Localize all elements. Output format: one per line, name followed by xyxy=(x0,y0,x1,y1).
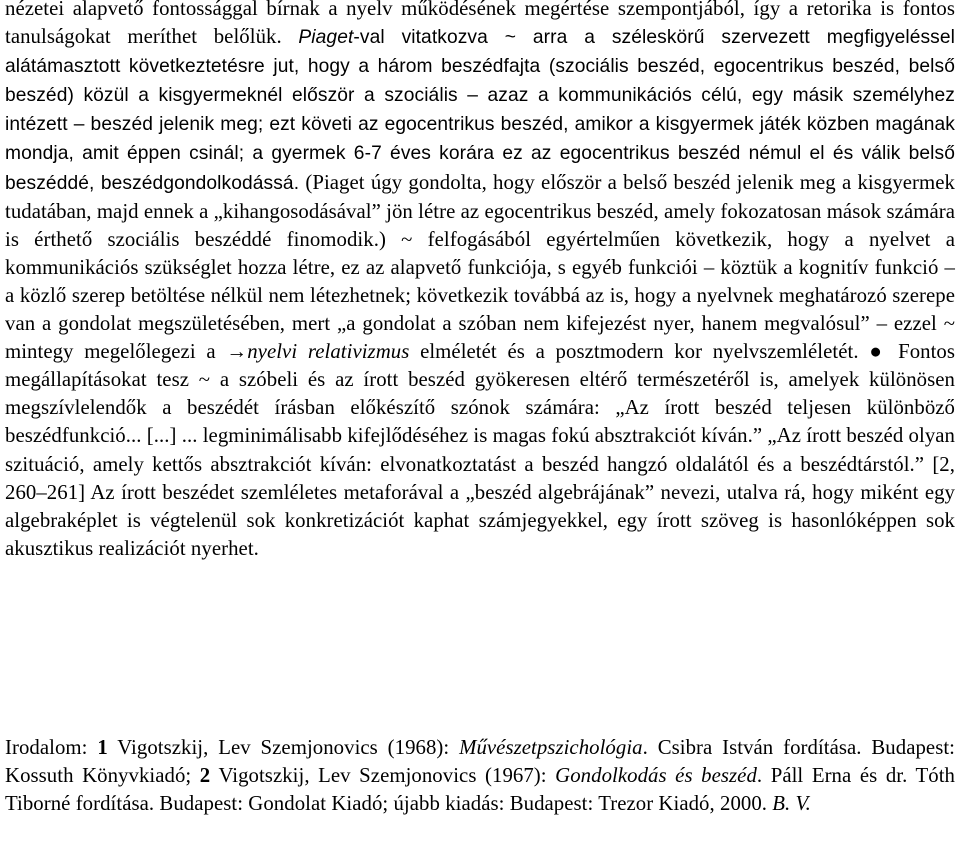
reference-2-rest: . Páll Erna és dr. Tóth Tiborné fordítása. Budapest: Gondolat Kiadó; újabb kiadás: Budapest: Trezor Kiadó, 2000. xyxy=(5,764,955,816)
reference-1-title: Művészetpszichológia xyxy=(459,736,643,759)
reference-2-author: Vigotszkij, Lev Szemjonovics (1967): xyxy=(218,764,547,788)
body-paragraph xyxy=(5,0,955,563)
reference-1-rest: . Csibra István fordítása. Budapest: Kossuth Könyvkiadó; xyxy=(5,736,956,788)
references-paragraph xyxy=(5,734,955,818)
body-sentence-3-end: elméletét és a posztmodern kor nyelvszemléletét. xyxy=(420,340,859,364)
cross-reference-arrow-icon: → xyxy=(226,340,248,364)
body-sentence-1: nézetei alapvető fontossággal bírnak a nyelv működésének megértése szempontjából, így a retorika is fontos tanulságokat meríthet belőlük. xyxy=(5,0,955,49)
reference-number-1: 1 xyxy=(97,736,108,759)
reference-number-2: 2 xyxy=(199,764,211,788)
cross-reference-link[interactable]: nyelvi relativizmus xyxy=(247,340,410,364)
references-label: Irodalom: xyxy=(5,736,88,759)
body-sentence-3: (Piaget úgy gondolta, hogy először a belső beszéd jelenik meg a kisgyermek tudatában, majd ennek a „kihangosodásával” jön létre az egocentrikus beszéd, amely fokozatosan mások számára is érthető szociális beszéddé finomodik.) ~ felfogásából egyértelműen következik, hogy a nyelvet a kommunikációs szükséglet hozza létre, ez az alapvető funkciója, s egyéb funkciói – köztük a kognitív funkció – a közlő szerep betöltése nélkül nem létezhetnek; következik továbbá az is, hogy a nyelvnek meghatározó szerepe van a gondolat megszületésében, mert „a gondolat a szóban nem kifejezést nyer, hanem megvalósul” – ezzel ~ mintegy megelőlegezi a xyxy=(5,170,955,364)
article-page xyxy=(5,0,955,563)
bullet-icon: ● xyxy=(869,340,888,364)
piaget-name: Piaget xyxy=(298,27,354,49)
reference-1-author: Vigotszkij, Lev Szemjonovics (1968): xyxy=(117,736,450,759)
body-sentence-4: Fontos megállapításokat tesz ~ a szóbeli és az írott beszéd gyökeresen eltérő természetéről is, amelyek különösen megszívlelendők a beszédét írásban előkészítő szónok számára: „Az írott beszéd teljesen különböző beszédfunkció... [...] ... legminimálisabb kifejlődéséhez is magas fokú absztrakciót kíván.” „Az írott beszéd olyan szituáció, amely kettős absztrakciót kíván: elvonatkoztatást a beszéd hangzó oldalától és a beszédtárstól.” [2, 260–261] Az írott beszédet szemléletes metaforával a „beszéd algebrájának” nevezi, utalva rá, hogy miként egy algebraképlet is végtelenül sok konkretizációt kaphat számjegyekkel, egy írott szöveg is hasonlóképpen sok akusztikus realizációt nyerhet. xyxy=(5,340,956,560)
body-sentence-2: -val vitatkozva ~ arra a széleskörű szervezett megfigyeléssel alátámasztott következtetésre jut, hogy a három beszédfajta (szociális beszéd, egocentrikus beszéd, belső beszéd) közül a kisgyermeknél először a szociális – azaz a kommunikációs célú, egy másik személyhez intézett – beszéd jelenik meg; ezt követi az egocentrikus beszéd, amikor a kisgyermek játék közben magának mondja, amit éppen csinál; a gyermek 6-7 éves korára ez az egocentrikus beszéd némul el és válik belső beszéddé, beszédgondolkodássá. xyxy=(5,27,956,194)
author-signature: B. V. xyxy=(772,792,811,816)
reference-2-title: Gondolkodás és beszéd xyxy=(555,764,757,788)
